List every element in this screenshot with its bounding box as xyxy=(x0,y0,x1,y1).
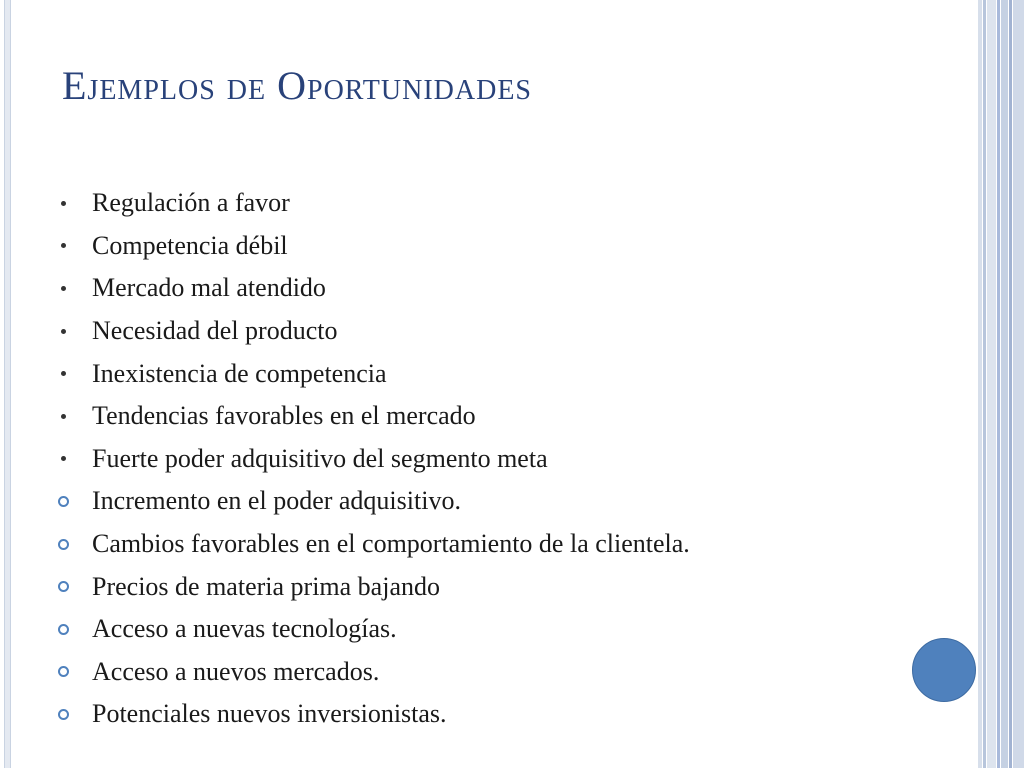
list-item-text: Fuerte poder adquisitivo del segmento meta xyxy=(92,443,548,473)
stripe xyxy=(997,0,1000,768)
ring-bullet-icon xyxy=(55,496,92,507)
bullet-icon xyxy=(55,201,92,206)
list-item xyxy=(55,182,690,225)
list-item-text: Necesidad del producto xyxy=(92,316,338,346)
bullet-list xyxy=(55,182,690,736)
list-item xyxy=(55,693,690,736)
stripe xyxy=(987,0,996,768)
list-item xyxy=(55,565,690,608)
list-item-text: Incremento en el poder adquisitivo. xyxy=(92,486,461,516)
ring-bullet-icon xyxy=(55,539,92,550)
list-item-text: Competencia débil xyxy=(92,230,288,260)
list-item-text: Tendencias favorables en el mercado xyxy=(92,401,476,431)
ring-bullet-icon xyxy=(55,624,92,635)
slide-title: Ejemplos de Oportunidades xyxy=(62,63,533,108)
list-item-text: Inexistencia de competencia xyxy=(92,358,387,388)
list-item-text: Acceso a nuevos mercados. xyxy=(92,656,380,686)
list-item-text: Acceso a nuevas tecnologías. xyxy=(92,614,397,644)
decorative-circle-icon xyxy=(912,638,976,702)
list-item xyxy=(55,267,690,310)
stripe xyxy=(1001,0,1008,768)
list-item xyxy=(55,438,690,481)
bullet-icon xyxy=(55,329,92,334)
list-item xyxy=(55,395,690,438)
stripe xyxy=(1009,0,1012,768)
bullet-icon xyxy=(55,456,92,461)
bullet-icon xyxy=(55,286,92,291)
list-item xyxy=(55,225,690,268)
list-item xyxy=(55,523,690,566)
list-item xyxy=(55,310,690,353)
list-item xyxy=(55,480,690,523)
list-item-text: Regulación a favor xyxy=(92,188,290,218)
list-item xyxy=(55,352,690,395)
list-item-text: Cambios favorables en el comportamiento de la clientela. xyxy=(92,529,690,559)
bullet-icon xyxy=(55,371,92,376)
stripe xyxy=(978,0,982,768)
list-item-text: Mercado mal atendido xyxy=(92,273,326,303)
list-item-text: Precios de materia prima bajando xyxy=(92,571,440,601)
stripe xyxy=(983,0,986,768)
list-item xyxy=(55,651,690,694)
ring-bullet-icon xyxy=(55,709,92,720)
ring-bullet-icon xyxy=(55,581,92,592)
ring-bullet-icon xyxy=(55,666,92,677)
bullet-icon xyxy=(55,414,92,419)
list-item-text: Potenciales nuevos inversionistas. xyxy=(92,699,447,729)
left-border-decoration xyxy=(4,0,11,768)
bullet-icon xyxy=(55,243,92,248)
list-item xyxy=(55,608,690,651)
stripe xyxy=(1013,0,1024,768)
right-stripes-decoration xyxy=(978,0,1024,768)
